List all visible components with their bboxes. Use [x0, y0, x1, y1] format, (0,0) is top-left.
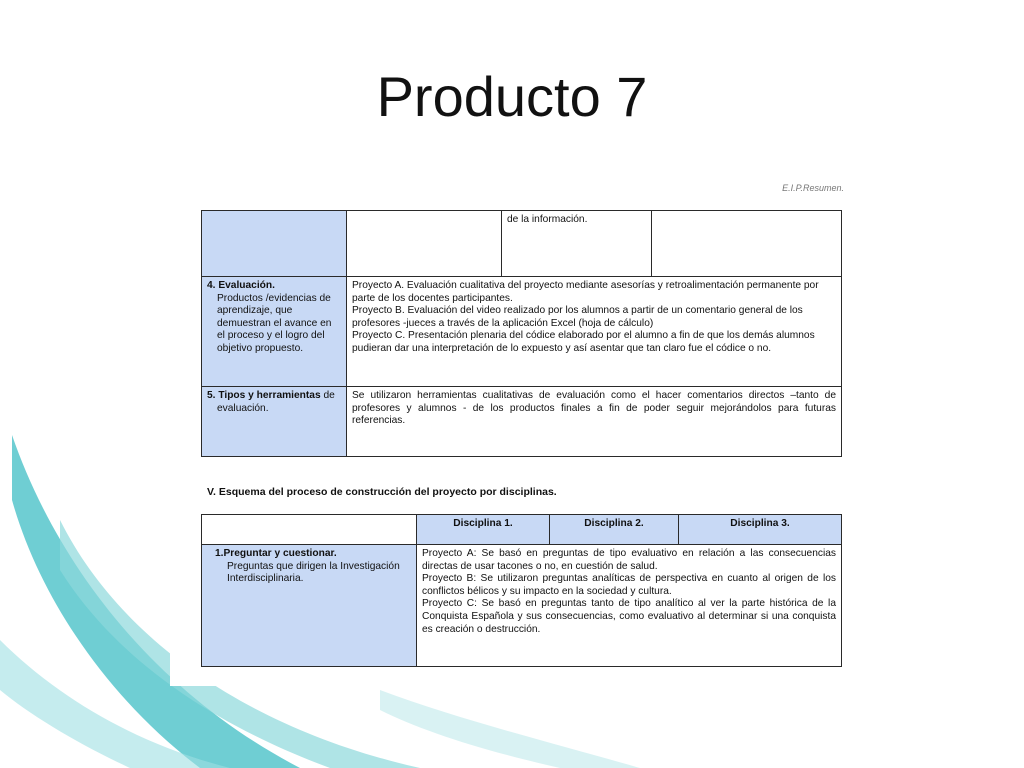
table-cell	[347, 211, 502, 277]
evaluacion-content-cell	[347, 277, 842, 387]
preguntar-heading: 1.Preguntar y cuestionar.	[215, 548, 337, 559]
table-row	[202, 211, 842, 277]
disciplines-table	[201, 514, 842, 667]
preguntar-description: Preguntas que dirigen la Investigación Interdisciplinaria.	[227, 560, 400, 585]
evaluacion-proyecto-c: Proyecto C. Presentación plenaria del códice elaborado por el alumno a fin de que los demás alumnos pudieran dar una interpretación de lo expuesto y así asentar que tan claro fue el códice o no.	[352, 330, 815, 354]
tipos-heading: 5. Tipos y herramientas	[207, 390, 321, 401]
evaluacion-heading: 4. Evaluación.	[207, 280, 275, 291]
document-image	[170, 172, 860, 686]
column-header-disciplina-1: Disciplina 1.	[417, 515, 550, 545]
table-header-row	[202, 515, 842, 545]
evaluacion-label-cell	[202, 277, 347, 387]
preguntar-label-cell	[202, 545, 417, 667]
preguntar-proyecto-a: Proyecto A: Se basó en preguntas de tipo evaluativo en relación a las consecuencias directas de usar tacones o no, en cuestión de salud.	[422, 548, 836, 572]
section-title: V. Esquema del proceso de construcción del proyecto por disciplinas.	[207, 486, 557, 498]
preguntar-proyecto-c: Proyecto C: Se basó en preguntas tanto de tipo analítico al ver la parte histórica de la Conquista Española y sus consecuencias, como evaluativo al determinar si una conquista es creación o destrucción.	[422, 598, 836, 635]
document-header: E.I.P.Resumen.	[782, 183, 844, 193]
tipos-description: evaluación.	[217, 402, 269, 414]
evaluacion-proyecto-b: Proyecto B. Evaluación del video realizado por los alumnos a partir de un comentario general de los profesores -jueces a través de la aplicación Excel (hoja de cálculo)	[352, 305, 803, 329]
tipos-content-cell: Se utilizaron herramientas cualitativas de evaluación como el hacer comentarios directos –tanto de profesores y alumnos - de los productos finales a fin de poder seguir mejorándolos para futuras referencias.	[347, 387, 842, 457]
evaluacion-description: Productos /evidencias de aprendizaje, que demuestran el avance en el proceso y el logro del objetivo propuesto.	[217, 292, 332, 354]
column-header-disciplina-2: Disciplina 2.	[550, 515, 679, 545]
tipos-label-cell	[202, 387, 347, 457]
table-row	[202, 545, 842, 667]
table-cell	[202, 515, 417, 545]
evaluacion-proyecto-a: Proyecto A. Evaluación cualitativa del proyecto mediante asesorías y retroalimentación permanente por parte de los docentes participantes.	[352, 280, 819, 304]
slide-title: Producto 7	[376, 65, 648, 128]
preguntar-content-cell	[417, 545, 842, 667]
column-header-disciplina-3: Disciplina 3.	[679, 515, 842, 545]
table-cell	[202, 211, 347, 277]
tipos-heading-rest: de	[320, 390, 335, 401]
preguntar-proyecto-b: Proyecto B: Se utilizaron preguntas analíticas de perspectiva en cuanto al origen de los conflictos bélicos y su impacto en la sociedad y cultura.	[422, 573, 836, 597]
table-cell: de la información.	[502, 211, 652, 277]
table-row	[202, 277, 842, 387]
evaluation-table	[201, 210, 842, 457]
table-row	[202, 387, 842, 457]
table-cell	[652, 211, 842, 277]
